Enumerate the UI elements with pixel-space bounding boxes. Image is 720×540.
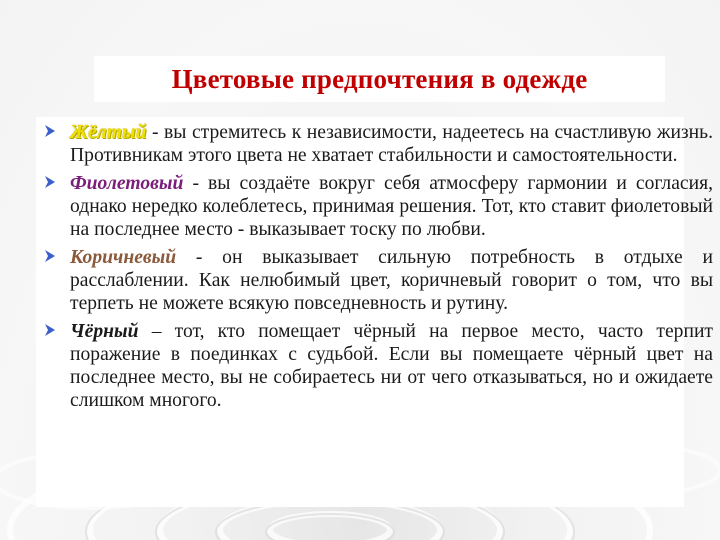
term-yellow: Жёлтый bbox=[70, 122, 147, 143]
description-brown: - он выказывает сильную потребность в отдыхе и расслаблении. Как нелюбимый цвет, коричневый говорит о том, что вы терпеть не можете всякую повседневность и рутину. bbox=[70, 247, 713, 314]
slide-title: Цветовые предпочтения в одежде bbox=[171, 63, 588, 94]
title-box bbox=[94, 56, 665, 102]
arrow-bullet-icon bbox=[44, 249, 56, 263]
description-yellow: - вы стремитесь к независимости, надеетесь на счастливую жизнь. Противникам этого цвета не хватает стабильности и самостоятельности. bbox=[70, 122, 713, 166]
content-box bbox=[36, 117, 713, 507]
arrow-bullet-icon bbox=[44, 124, 56, 138]
list-item-black bbox=[70, 320, 713, 412]
list-item-yellow bbox=[70, 121, 713, 167]
term-brown: Коричневый bbox=[70, 247, 177, 268]
description-black: – тот, кто помещает чёрный на первое место, часто терпит поражение в поединках с судьбой. Если вы помещаете чёрный цвет на последнее место, вы не собираетесь ни от чего отказываться, но и ожидаете слишком многого. bbox=[70, 321, 713, 411]
color-preference-list bbox=[70, 121, 713, 417]
term-violet: Фиолетовый bbox=[70, 173, 184, 194]
list-item-brown bbox=[70, 246, 713, 315]
description-violet: - вы создаёте вокруг себя атмосферу гармонии и согласия, однако нередко колеблетесь, принимая решения. Тот, кто ставит фиолетовый на последнее место - выказывает тоску по любви. bbox=[70, 173, 713, 240]
arrow-bullet-icon bbox=[44, 323, 56, 337]
term-black: Чёрный bbox=[70, 321, 139, 342]
list-item-violet bbox=[70, 172, 713, 241]
arrow-bullet-icon bbox=[44, 175, 56, 189]
